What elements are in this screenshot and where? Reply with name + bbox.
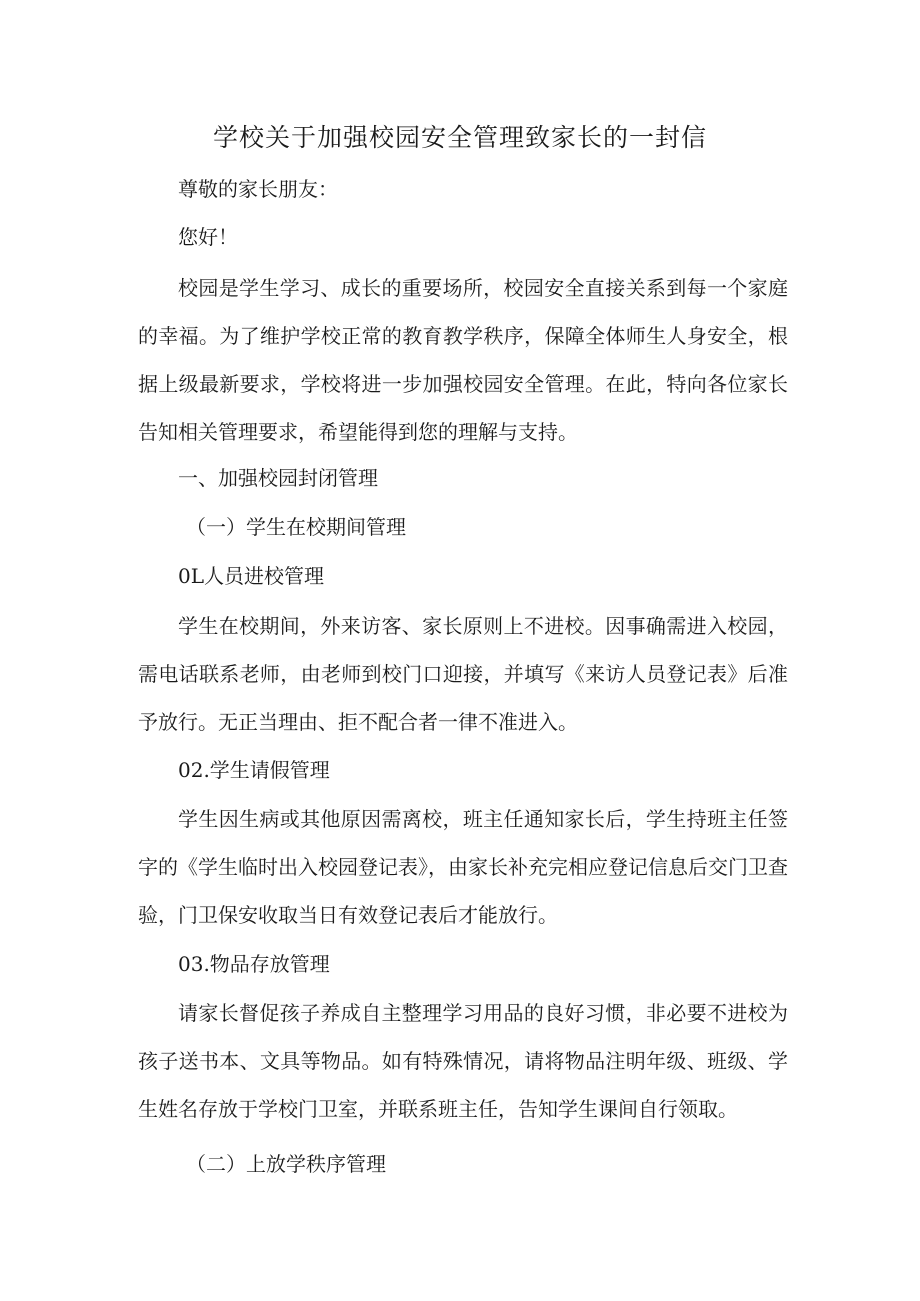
item-2-heading: 02.学生请假管理 [178,758,330,782]
subsection-1-heading: （一）学生在校期间管理 [186,515,406,539]
item-3-heading: 03.物品存放管理 [178,952,330,976]
item-3-body: 请家长督促孩子养成自主整理学习用品的良好习惯，非必要不进校为孩子送书本、文具等物品。如有特殊情况，请将物品注明年级、班级、学生姓名存放于学校门卫室，并联系班主任，告知学生课间自行领取。 [138,1001,788,1121]
item-1-body: 学生在校期间，外来访客、家长原则上不进校。因事确需进入校园，需电话联系老师，由老师到校门口迎接，并填写《来访人员登记表》后准予放行。无正当理由、拒不配合者一律不准进入。 [138,614,788,734]
letter-title: 学校关于加强校园安全管理致家长的一封信 [212,123,707,152]
item-2-body: 学生因生病或其他原因需离校，班主任通知家长后，学生持班主任签字的《学生临时出入校园登记表》，由家长补充完相应登记信息后交门卫查验，门卫保安收取当日有效登记表后才能放行。 [138,807,788,927]
intro-paragraph: 校园是学生学习、成长的重要场所，校园安全直接关系到每一个家庭的幸福。为了维护学校正常的教育教学秩序，保障全体师生人身安全，根据上级最新要求，学校将进一步加强校园安全管理。在此，特向各位家长告知相关管理要求，希望能得到您的理解与支持。 [138,276,788,444]
subsection-2-heading: （二）上放学秩序管理 [186,1152,386,1176]
item-1-heading: 0L人员进校管理 [178,564,325,588]
greeting: 您好！ [178,225,238,249]
section-1-heading: 一、加强校园封闭管理 [178,466,378,490]
salutation: 尊敬的家长朋友： [178,177,338,201]
